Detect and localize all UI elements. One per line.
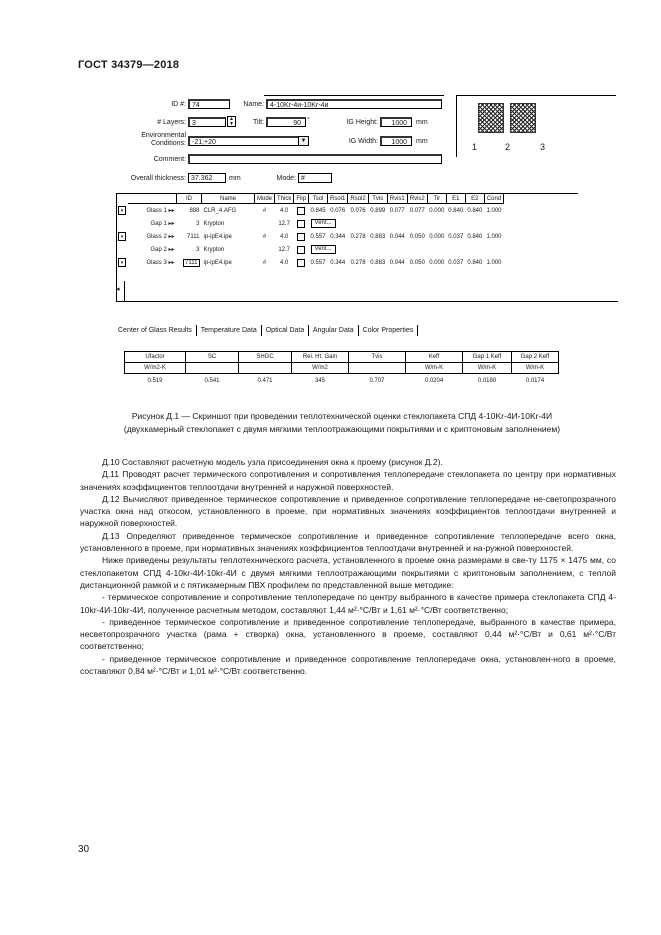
cell-rvis1: 0.077 <box>389 207 405 214</box>
value-ufactor: 0.519 <box>147 378 163 384</box>
col-rel-ht-gain: Rel. Ht. Gain <box>292 352 349 363</box>
col-keff: Keff <box>406 352 463 363</box>
chevron-right-icon[interactable]: ▸▸ <box>168 221 175 227</box>
id-label: ID #: <box>171 101 186 108</box>
thickness-label: Overall thickness: <box>130 175 186 182</box>
layers-field[interactable]: 3 <box>188 117 226 127</box>
unit-shgc <box>239 363 292 374</box>
results-header-row <box>125 352 559 363</box>
col-tir: Tir <box>427 194 446 204</box>
name-label: Name: <box>243 101 264 108</box>
paragraph-result-opaque-part: - приведенное термическое сопротивление и приведенное сопротивление теплопередаче, выбранного в качестве примера, несветопрозрачного участка (рама + створка) окна, установленного в проеме, составляют 0,44 м²·°С/Вт и 0,61 м²·°С/Вт соответственно; <box>80 616 616 652</box>
chevron-right-icon[interactable]: ▸▸ <box>168 234 175 240</box>
row-menu-button[interactable]: ▾ <box>118 206 126 215</box>
col-name: Name <box>202 194 255 204</box>
value-sc: 0.541 <box>204 378 220 384</box>
col-rvis1: Rvis1 <box>387 194 407 204</box>
table-row[interactable] <box>116 230 504 243</box>
tab-angular-data[interactable]: Angular Data <box>312 327 354 335</box>
layers-stepper[interactable]: ▲ ▼ <box>227 116 236 127</box>
results-values-row <box>125 374 559 389</box>
unit-rel-ht-gain: W/m2 <box>292 363 349 374</box>
col-ufactor: Ufactor <box>125 352 186 363</box>
cell-rvis1: 0.044 <box>389 233 405 240</box>
unit-sc <box>186 363 239 374</box>
flip-checkbox[interactable] <box>297 207 305 215</box>
scroll-left-icon[interactable]: ◂ <box>116 286 120 293</box>
table-row[interactable] <box>116 243 504 256</box>
ig-height-field[interactable]: 1000 <box>380 117 412 127</box>
row-label: Gap 2 <box>150 247 167 253</box>
cell-name: ip-ipE4.ipe <box>203 259 232 266</box>
vent-button[interactable]: Vent... <box>311 219 336 228</box>
results-tabs <box>118 325 420 336</box>
cell-cond: 1.000 <box>486 233 502 240</box>
caption-line-1: Рисунок Д.1 — Скриншот при проведении теплотехнической оценки стеклопакета СПД 4-10Kr-4И-10Kr-4И <box>131 411 553 421</box>
value-shgc: 0.471 <box>257 378 273 384</box>
cell-thick: 12.7 <box>278 246 291 253</box>
row-menu-button[interactable]: ▾ <box>118 258 126 267</box>
row-menu-button[interactable]: ▾ <box>118 232 126 241</box>
value-gap1-keff: 0.0180 <box>477 378 497 384</box>
col-rsol2: Rsol2 <box>348 194 368 204</box>
tab-color-properties[interactable]: Color Properties <box>362 327 414 335</box>
cell-name: ip-ipE4.ipe <box>203 233 232 240</box>
cell-e1: 0.840 <box>448 207 464 214</box>
panel-number-1: 1 <box>472 142 478 152</box>
cell-id: 888 <box>189 207 200 214</box>
glass-pane-2 <box>510 103 536 133</box>
glazing-screenshot <box>112 93 618 303</box>
comment-field[interactable] <box>188 154 442 164</box>
paragraph-d10: Д.10 Составляют расчетную модель узла присоединения окна к проему (рисунок Д.2). <box>102 457 443 467</box>
cell-name: Krypton <box>203 246 225 253</box>
cell-e2: 0.840 <box>467 233 483 240</box>
col-shgc: SHGC <box>239 352 292 363</box>
col-tvis: Tvis <box>368 194 387 204</box>
chevron-down-icon[interactable]: ▼ <box>298 136 309 146</box>
env-conditions-select[interactable]: -21;+20 <box>188 136 308 146</box>
cell-cond: 1.000 <box>486 259 502 266</box>
table-row[interactable] <box>116 217 504 230</box>
cell-e2: 0.840 <box>467 259 483 266</box>
glass-pane-1 <box>478 103 504 133</box>
paragraph-d11: Д.11 Проводят расчет термического сопротивления и сопротивления теплопередаче стеклопакета по центру при нормативных значениях коэффициентов теплоотдачи внутренней и наружной поверхностей. <box>80 469 616 492</box>
row-label: Glass 3 <box>146 260 167 266</box>
value-gap2-keff: 0.0174 <box>525 378 545 384</box>
col-id: ID <box>177 194 202 204</box>
mode-label: Mode: <box>276 175 296 182</box>
thickness-field: 37.362 <box>188 173 226 183</box>
layers-label: # Layers: <box>157 119 186 126</box>
body-text <box>80 456 616 677</box>
paragraph-d13: Д.13 Определяют приведенное термическое сопротивление и приведенное сопротивление теплопередаче всего окна, установленного в проеме, при нормативных значениях коэффициентов теплоотдачи внутренней и на-ружной поверхностей. <box>80 530 616 554</box>
tilt-field[interactable]: 90 <box>266 117 306 127</box>
document-header: ГОСТ 34379—2018 <box>78 59 180 71</box>
cell-tsol: 0.845 <box>310 207 326 214</box>
col-thick: Thick <box>275 194 294 204</box>
unit-gap1-keff: W/m-K <box>463 363 512 374</box>
cell-id: 7111 <box>187 233 200 240</box>
cell-rsol2: 0.076 <box>350 207 366 214</box>
cell-tir: 0.000 <box>429 259 445 266</box>
col-mode: Mode <box>255 194 275 204</box>
cell-name: Krypton <box>203 220 225 227</box>
cell-thick: 4.0 <box>280 233 289 240</box>
col-tvis: Tvis <box>349 352 406 363</box>
cell-rsol1: 0.344 <box>330 233 346 240</box>
row-label: Glass 2 <box>146 234 167 240</box>
col-rvis2: Rvis2 <box>407 194 427 204</box>
table-header-row <box>116 194 504 204</box>
cell-cond: 1.000 <box>486 207 502 214</box>
env-label-2: Conditions: <box>150 140 186 147</box>
flip-checkbox[interactable] <box>297 259 305 267</box>
cell-mode: # <box>262 233 267 240</box>
ig-height-unit: mm <box>416 119 428 126</box>
chevron-right-icon[interactable]: ▸▸ <box>168 260 175 266</box>
tab-temperature-data[interactable]: Temperature Data <box>200 327 257 335</box>
caption-line-2: (двухкамерный стеклопакет с двумя мягкими теплоотражающими покрытиями и с криптоновым заполнением) <box>123 424 561 434</box>
col-gap2-keff: Gap 2 Keff <box>512 352 559 363</box>
row-label: Glass 1 <box>146 208 167 214</box>
row-label: Gap 1 <box>150 221 167 227</box>
center-of-glass-results-table <box>124 351 559 388</box>
col-tsol: Tsol <box>309 194 328 204</box>
unit-keff: W/m-K <box>406 363 463 374</box>
comment-label: Comment: <box>153 156 186 163</box>
mode-field[interactable]: # <box>298 173 332 183</box>
cell-tsol: 0.557 <box>310 259 326 266</box>
cell-tvis: 0.883 <box>370 259 386 266</box>
col-flip: Flip <box>294 194 309 204</box>
tilt-label: Tilt: <box>252 119 264 126</box>
value-tvis: 0.707 <box>369 378 385 384</box>
cell-name: CLR_4.AFG <box>203 207 237 214</box>
cell-id[interactable]: 7111 <box>185 259 198 266</box>
paragraph-results-intro: Ниже приведены результаты теплотехнического расчета, установленного в проеме окна размерами в све-ту 1175 × 1475 мм, со стеклопакетом СПД 4-10kr-4И-10kr-4И с двумя мягкими теплоотражающими покрытиями с криптоновым заполнением, с теплой дистанционной рамкой и с пятикамерным ПВХ профилем по представленной выше методике: <box>80 555 616 590</box>
chevron-right-icon[interactable]: ▸▸ <box>168 208 175 214</box>
value-rel-ht-gain: 345 <box>314 378 325 384</box>
cell-id: 3 <box>196 246 200 253</box>
cell-tvis: 0.899 <box>370 207 386 214</box>
cell-e1: 0.037 <box>448 259 464 266</box>
cell-id: 3 <box>196 220 200 227</box>
value-keff: 0.0204 <box>424 378 444 384</box>
col-e2: E2 <box>465 194 484 204</box>
cell-rsol2: 0.278 <box>350 259 366 266</box>
paragraph-d12: Д.12 Вычисляют приведенное термическое сопротивление и приведенное сопротивление теплопередаче не-светопрозрачного участка окна над откосом, установленного в проеме, при нормативных значениях коэффициентов теплоотдачи внутренней и наружной поверхностей. <box>80 493 616 529</box>
table-row[interactable] <box>116 204 504 218</box>
flip-checkbox[interactable] <box>297 233 305 241</box>
thickness-unit: mm <box>229 175 241 182</box>
col-sc: SC <box>186 352 239 363</box>
figure-caption <box>80 410 604 436</box>
unit-gap2-keff: W/m-K <box>512 363 559 374</box>
paragraph-result-glass-unit: - термическое сопротивление и сопротивление теплопередаче по центру выбранного в качестве примера стеклопакета СПД 4-10kr-4И-10kr-4И, полученное расчетным методом, составляют 1,44 м²·°С/Вт и 1,61 м²·°С/Вт соответственно; <box>80 592 616 615</box>
tab-center-of-glass-results[interactable]: Center of Glass Results <box>118 327 192 335</box>
panel-number-2: 2 <box>505 142 511 152</box>
cell-e2: 0.840 <box>467 207 483 214</box>
cell-rvis2: 0.050 <box>409 233 425 240</box>
cell-mode: # <box>262 207 267 214</box>
cell-tvis: 0.883 <box>370 233 386 240</box>
flip-checkbox[interactable] <box>297 220 305 228</box>
cell-rvis1: 0.044 <box>389 259 405 266</box>
unit-ufactor: W/m2-K <box>125 363 186 374</box>
flip-checkbox[interactable] <box>297 246 305 254</box>
paragraph-result-window: - приведенное термическое сопротивление и приведенное сопротивление теплопередаче окна, установлен-ного в проеме, составляют 0,84 м²·°С/Вт и 1,01 м²·°С/Вт соответственно. <box>80 653 616 677</box>
ig-width-unit: mm <box>416 138 428 145</box>
ig-width-label: IG Width: <box>348 138 378 145</box>
cell-rsol1: 0.344 <box>330 259 346 266</box>
panel-number-3: 3 <box>540 142 546 152</box>
cell-tir: 0.000 <box>429 207 445 214</box>
cell-tsol: 0.557 <box>310 233 326 240</box>
chevron-right-icon[interactable]: ▸▸ <box>168 247 175 253</box>
cell-mode: # <box>262 259 267 266</box>
cell-thick: 4.0 <box>280 259 289 266</box>
cell-rsol2: 0.278 <box>350 233 366 240</box>
cell-thick: 12.7 <box>278 220 291 227</box>
env-label-1: Environmental <box>141 132 186 139</box>
col-gap1-keff: Gap 1 Keff <box>463 352 512 363</box>
page-number: 30 <box>78 844 90 855</box>
ig-width-field[interactable]: 1000 <box>380 136 412 146</box>
col-rsol1: Rsol1 <box>328 194 348 204</box>
cell-rvis2: 0.050 <box>409 259 425 266</box>
cell-rvis2: 0.077 <box>409 207 425 214</box>
id-field[interactable]: 74 <box>188 99 230 109</box>
glazing-layers-table <box>116 193 504 269</box>
tab-optical-data[interactable]: Optical Data <box>265 327 305 335</box>
cell-tir: 0.000 <box>429 233 445 240</box>
vent-button[interactable]: Vent... <box>311 245 336 254</box>
cell-e1: 0.037 <box>448 233 464 240</box>
results-units-row <box>125 363 559 374</box>
cell-rsol1: 0.076 <box>330 207 346 214</box>
col-e1: E1 <box>446 194 465 204</box>
cell-thick: 4.0 <box>280 207 289 214</box>
col-cond: Cond <box>484 194 503 204</box>
ig-height-label: IG Height: <box>346 119 378 126</box>
name-field[interactable]: 4-10Kr-4и-10Kr-4и <box>266 99 442 109</box>
tilt-unit: ° <box>307 117 310 124</box>
table-row[interactable] <box>116 256 504 269</box>
unit-tvis <box>349 363 406 374</box>
